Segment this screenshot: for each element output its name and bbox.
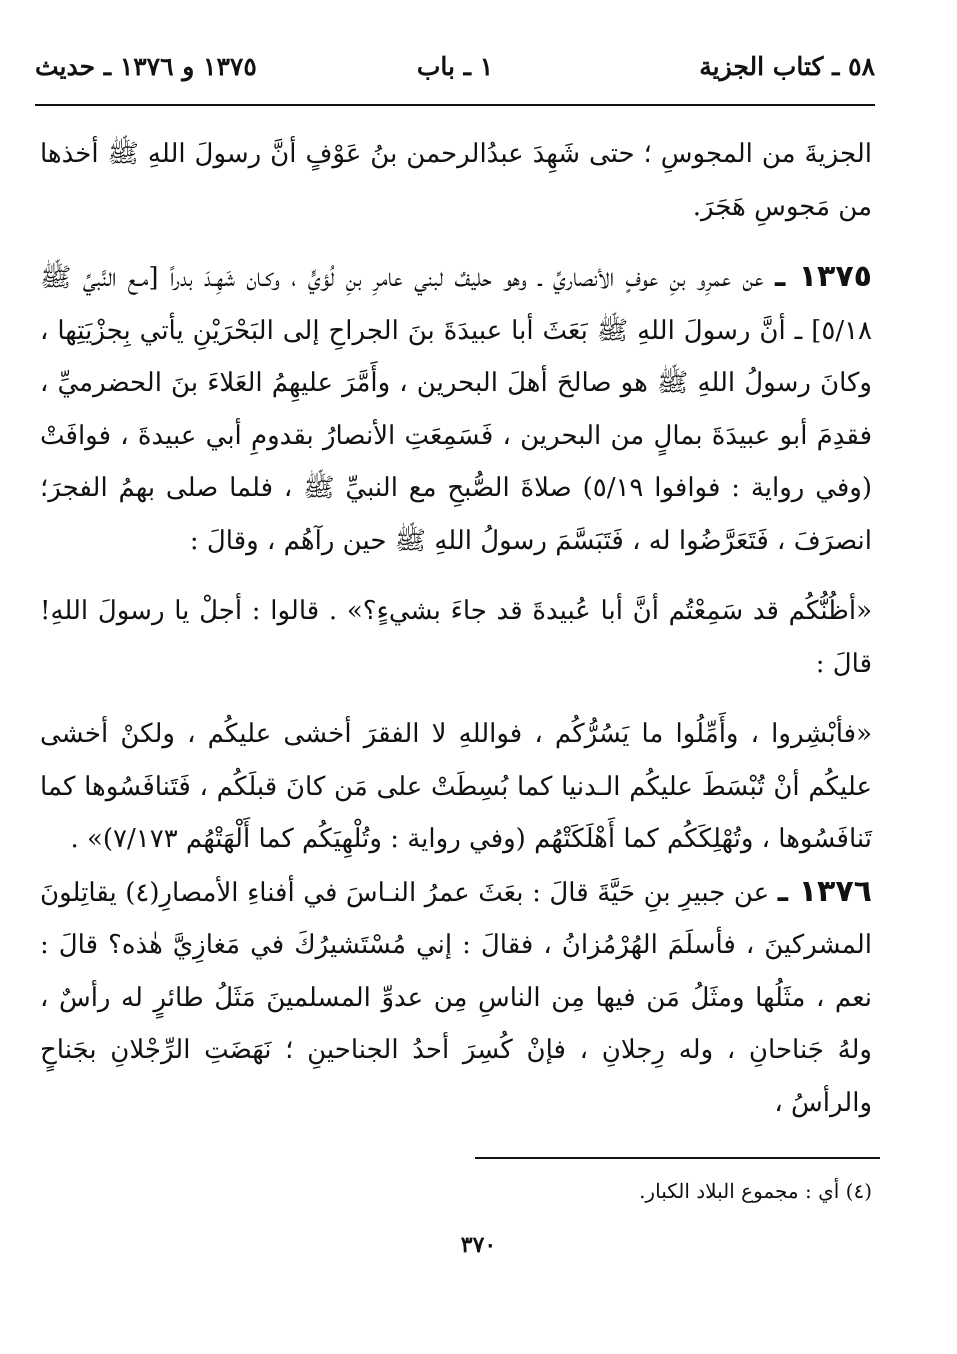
paragraph-text: الجزيةَ من المجوسِ ؛ حتى شَهِدَ عبدُالرحمن بنُ عَوْفٍ أنَّ رسولَ اللهِ ﷺ أخذها من مَجوسِ هَجَرَ.	[40, 139, 872, 222]
page-number: ٣٧٠	[460, 1232, 497, 1258]
paragraph-text: عن عمرِو بنِ عوفٍ الأنصاريِّ ـ وهو حليفٌ لبني عامرِ بنِ لُؤيٍّ ، وكـان شَهِـدَ بدراً [مـع النَّبيِّ ﷺ ٥/١٨] ـ أنَّ رسولَ اللهِ ﷺ بَعَثَ أبا عبيدَةَ بنَ الجراحِ إلى البَحْرَيْنِ يأتي بِجزْيَتِها ، وكانَ رسولُ اللهِ ﷺ هو صالحَ أهلَ البحرين ، وأَمَّرَ عليهِمُ العَلاءَ بنَ الحضرميِّ ، فقدِمَ أبو عبيدَةَ بمالٍ من البحرين ، فَسَمِعَتِ الأنصارُ بقدومِ أبي عبيدةَ ، فوافَتْ (وفي رواية : فوافوا ٥/١٩) صلاةَ الصُّبحِ مع النبيِّ ﷺ ، فلما صلى بهمُ الفجرَ؛ انصرَفَ ، فَتَعَرَّضُوا له ، فَتَبَسَّمَ رسولُ اللهِ ﷺ حين رآهُم ، وقالَ :	[40, 263, 873, 556]
header-divider	[35, 104, 875, 106]
paragraph-text: «فأبْشِروا ، وأَمِّلُوا ما يَسُرُّكُم ، فواللهِ لا الفقرَ أخشى عليكُم ، ولكنْ أخشى عليكُم أنْ تُبْسَطَ عليكُم الـدنيا كما بُسِطَتْ على مَن كانَ قبلَكُم ، فَتَنافَسُوها كما تَنافَسُوها ، وتُهْلِكَكُم كما أَهْلَكَتْهُم (وفي رواية : وتُلْهِيَكُم كما أَلْهَتْهُم ٧/١٧٣)» .	[40, 719, 872, 854]
hadith-1375	[40, 251, 872, 567]
footnote-divider	[475, 1157, 880, 1159]
paragraph-continuation	[40, 128, 872, 233]
hadith-1376	[40, 866, 872, 1130]
running-header	[35, 52, 875, 96]
hadith-number: ١٣٧٦ ـ	[777, 873, 872, 909]
header-hadith-range: ١٣٧٥ و ١٣٧٦ ـ حديث	[35, 52, 257, 81]
paragraph-text: عن جبيرِ بنِ حَيَّةَ قالَ : بعَثَ عمرُ النـاسَ في أفناءِ الأمصارِ(٤) يقاتِلونَ المشركينَ ، فأسلَمَ الهُرْمُزانُ ، فقالَ : إني مُسْتَشيرُكَ في مَغازِيَّ هٰذه؟ قالَ : نعم ، مثَلُها ومثَلُ مَن فيها مِن الناسِ مِن عدوِّ المسلمينَ مَثَلُ طائرٍ له رأسٌ ، ولهُ جَناحانِ ، وله رِجلانِ ، فإنْ كُسِرَ أحدُ الجناحينِ ؛ نَهَضَتِ الرِّجْلانِ بجَناحٍ والرأسُ ،	[40, 877, 872, 1118]
paragraph-text: «أظُنُّكُم قد سَمِعْتُم أنَّ أبا عُبيدةَ قد جاءَ بشيءٍ؟» . قالوا : أجلْ يا رسولَ اللهِ! قالَ :	[40, 596, 872, 679]
main-text	[40, 128, 872, 1129]
header-book-title: ٥٨ ـ كتاب الجزية	[699, 52, 875, 81]
hadith-number: ١٣٧٥ ـ	[774, 259, 872, 294]
footnote: (٤) أي : مجموع البلاد الكبار.	[639, 1179, 872, 1203]
paragraph-quote	[40, 708, 872, 866]
paragraph-quote	[40, 585, 872, 690]
header-chapter: ١ ـ باب	[416, 52, 494, 81]
